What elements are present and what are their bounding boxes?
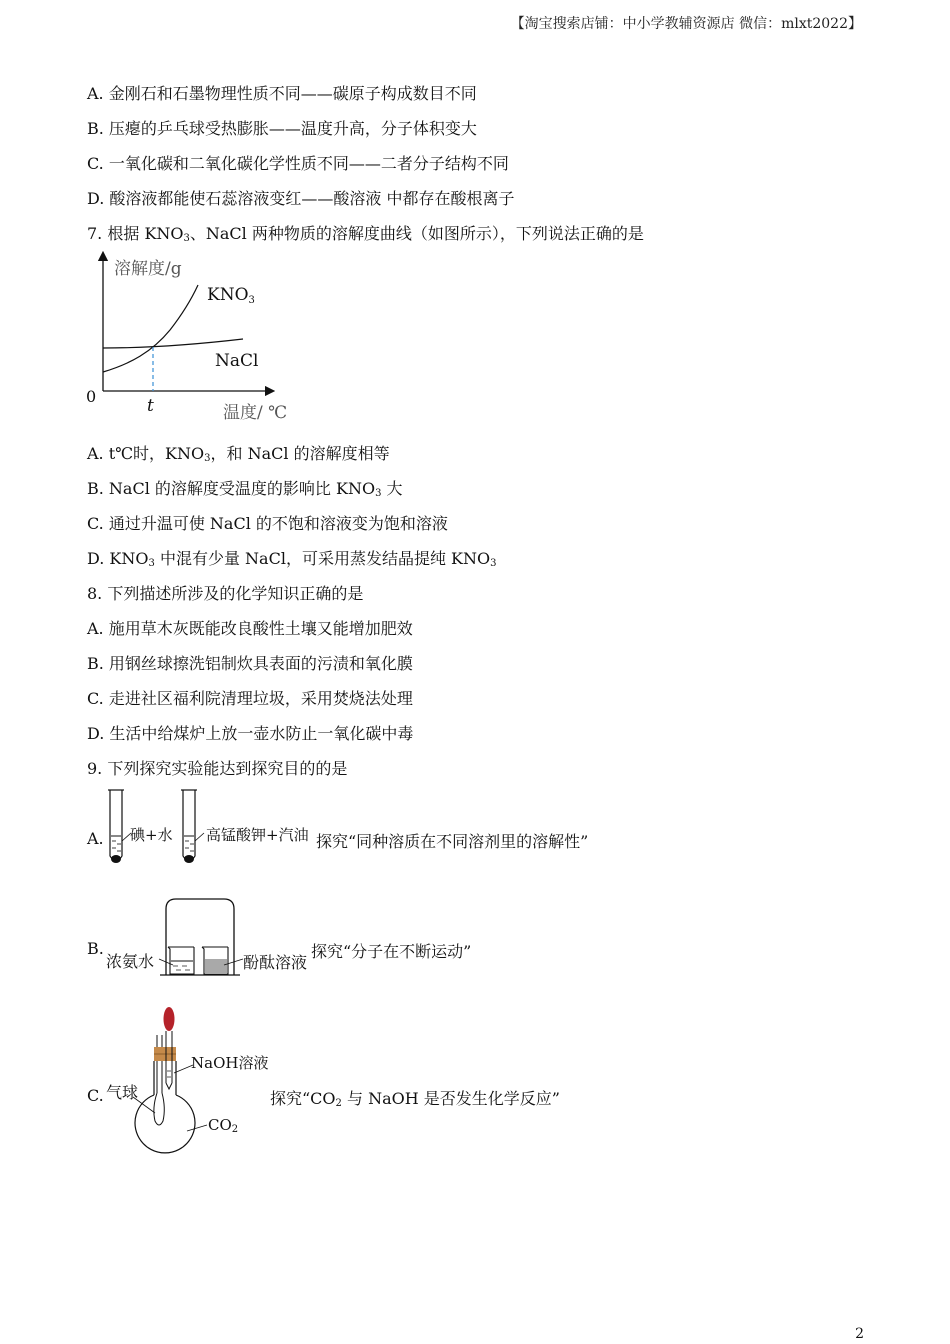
- balloon: [154, 1093, 164, 1125]
- test-tube-iodine-water: [108, 790, 124, 863]
- q8-stem: 8. 下列描述所涉及的化学知识正确的是: [87, 584, 364, 603]
- dropper-bulb: [164, 1007, 175, 1031]
- label-phenolphthalein: 酚酞溶液: [243, 953, 308, 972]
- beaker-ammonia: [168, 947, 194, 974]
- label-conc-ammonia: 浓氨水: [106, 952, 155, 971]
- q6-option-a: A. 金刚石和石墨物理性质不同——碳原子构成数目不同: [87, 84, 477, 103]
- tube-label-kmno4-gasoline: 高锰酸钾+汽油: [206, 826, 309, 844]
- q6-option-d: D. 酸溶液都能使石蕊溶液变红——酸溶液 中都存在酸根离子: [87, 189, 515, 208]
- q8-option-a: A. 施用草木灰既能改良酸性土壤又能增加肥效: [87, 619, 413, 638]
- q9-option-b-label: B.: [87, 939, 104, 958]
- round-flask: [135, 1095, 195, 1153]
- q9-stem: 9. 下列探究实验能达到探究目的的是: [87, 759, 348, 778]
- kno3-curve: [103, 285, 198, 372]
- beaker-phenolphthalein: [202, 947, 228, 974]
- q8-option-c: C. 走进社区福利院清理垃圾，采用焚烧法处理: [87, 689, 413, 708]
- kno3-label: KNO3: [207, 285, 255, 306]
- q7-stem: 7. 根据 $KNO_3$、NaCl 两种物质的溶解度曲线（如图所示），下列说法正确的是: [87, 224, 644, 244]
- bell-jar-beakers-diagram: [158, 895, 244, 983]
- flask-balloon-diagram: [125, 1003, 215, 1163]
- q8-option-d: D. 生活中给煤炉上放一壶水防止一氧化碳中毒: [87, 724, 414, 743]
- y-axis-label: 溶解度/g: [114, 259, 182, 279]
- tube-label-iodine-water: 碘+水: [130, 826, 173, 844]
- q8-option-b: B. 用钢丝球擦洗铝制炊具表面的污渍和氧化膜: [87, 654, 413, 673]
- nacl-curve: [103, 339, 243, 348]
- q6-option-c: C. 一氧化碳和二氧化碳化学性质不同——二者分子结构不同: [87, 154, 509, 173]
- q7-option-c: C. 通过升温可使 NaCl 的不饱和溶液变为饱和溶液: [87, 514, 448, 533]
- q7-option-d: D. $KNO_3$ 中混有少量 NaCl，可采用蒸发结晶提纯 $KNO_3$: [87, 549, 497, 569]
- solubility-graph: [80, 248, 300, 426]
- t-label: t: [147, 396, 154, 416]
- q9-option-a-text: 探究“同种溶质在不同溶剂里的溶解性”: [316, 832, 589, 851]
- q7-option-b: B. NaCl 的溶解度受温度的影响比 $KNO_3$ 大: [87, 479, 403, 499]
- q6-option-b: B. 压瘪的乒乓球受热膨胀——温度升高，分子体积变大: [87, 119, 477, 138]
- nacl-label: NaCl: [215, 351, 259, 371]
- page-number: 2: [855, 1326, 864, 1342]
- label-co2: $CO_2$: [208, 1116, 239, 1135]
- q7-option-a: A. t℃时，$KNO_3$，和 NaCl 的溶解度相等: [87, 444, 390, 464]
- rubber-stopper: [154, 1047, 176, 1054]
- label-naoh-solution: NaOH溶液: [191, 1054, 269, 1072]
- origin-label: 0: [86, 387, 97, 406]
- x-axis-label: 温度/ ℃: [223, 403, 288, 423]
- page-header: 【淘宝搜索店铺：中小学教辅资源店 微信：mlxt2022】: [510, 16, 862, 32]
- q9-option-b-text: 探究“分子在不断运动”: [311, 942, 472, 961]
- test-tube-kmno4-gasoline: [181, 790, 197, 863]
- q9-option-a-label: A.: [87, 829, 104, 848]
- label-balloon: 气球: [106, 1083, 139, 1102]
- q9-option-c-text: 探究“$CO_2$ 与 NaOH 是否发生化学反应”: [270, 1089, 560, 1109]
- q9-option-c-label: C.: [87, 1086, 104, 1105]
